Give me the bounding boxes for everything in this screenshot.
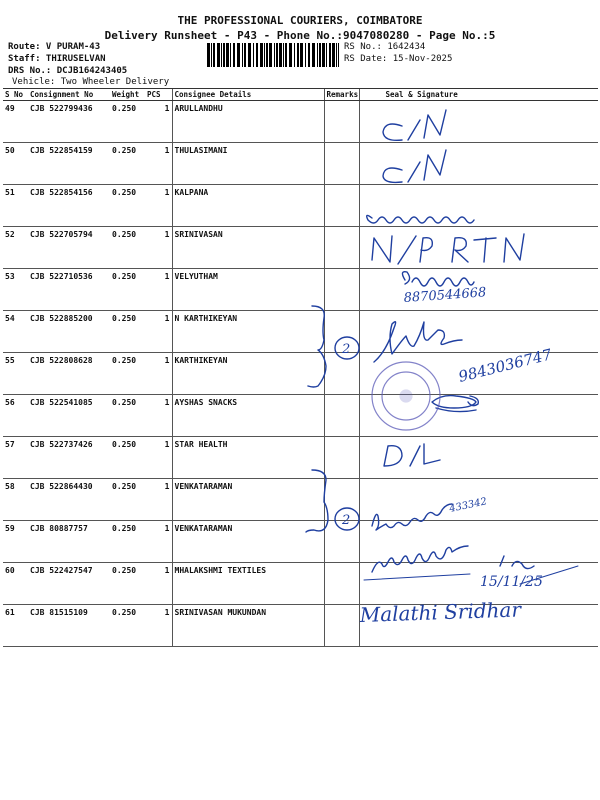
cell-seal-signature <box>359 605 598 647</box>
cell-weight: 0.250 <box>110 269 145 311</box>
cell-sno: 50 <box>3 143 28 185</box>
table-row <box>3 353 598 395</box>
barcode-bar <box>244 43 246 67</box>
cell-sno: 51 <box>3 185 28 227</box>
cell-weight: 0.250 <box>110 395 145 437</box>
cell-sno: 54 <box>3 311 28 353</box>
barcode-bar <box>230 43 231 67</box>
barcode-bar <box>260 43 263 67</box>
cell-consignment-no: CJB 522710536 <box>28 269 110 311</box>
col-consignee-header: Consignee Details <box>172 89 324 101</box>
barcode-bar <box>279 43 282 67</box>
cell-sno: 53 <box>3 269 28 311</box>
cell-weight: 0.250 <box>110 227 145 269</box>
cell-seal-signature <box>359 143 598 185</box>
cell-remarks <box>324 521 359 563</box>
cell-seal-signature <box>359 563 598 605</box>
cell-sno: 52 <box>3 227 28 269</box>
cell-remarks <box>324 311 359 353</box>
col-signature-header: Seal & Signature <box>359 89 598 101</box>
col-sno-header: S No <box>3 89 28 101</box>
page-subtitle: Delivery Runsheet - P43 - Phone No.:9047080280 - Page No.:5 <box>104 29 496 42</box>
cell-sno: 55 <box>3 353 28 395</box>
barcode-bar <box>336 43 337 67</box>
col-consignment-header: Consignment No <box>28 89 110 101</box>
cell-consignee: THULASIMANI <box>172 143 324 185</box>
cell-pcs: 1 <box>145 353 172 395</box>
cell-pcs: 1 <box>145 395 172 437</box>
cell-consignment-no: CJB 522705794 <box>28 227 110 269</box>
table-row <box>3 521 598 563</box>
barcode-bar <box>332 43 335 67</box>
barcode-bar <box>221 43 222 67</box>
barcode-bar <box>269 43 272 67</box>
runsheet-table <box>3 88 598 647</box>
cell-pcs: 1 <box>145 269 172 311</box>
barcode-bar <box>317 43 318 67</box>
cell-weight: 0.250 <box>110 143 145 185</box>
table-row <box>3 101 598 143</box>
barcode-bar <box>213 43 215 67</box>
table-row <box>3 227 598 269</box>
barcode-bar <box>211 43 212 67</box>
cell-remarks <box>324 353 359 395</box>
barcode-bar <box>322 43 325 67</box>
barcode-bar <box>248 43 251 67</box>
barcode-bar <box>338 43 339 67</box>
cell-consignee: N KARTHIKEYAN <box>172 311 324 353</box>
cell-sno: 57 <box>3 437 28 479</box>
table-row <box>3 185 598 227</box>
cell-seal-signature <box>359 395 598 437</box>
table-row <box>3 563 598 605</box>
cell-remarks <box>324 395 359 437</box>
cell-consignee: VENKATARAMAN <box>172 479 324 521</box>
date-r60: 15/11/25 <box>480 574 543 590</box>
cell-sno: 56 <box>3 395 28 437</box>
cell-consignment-no: CJB 522854156 <box>28 185 110 227</box>
cell-pcs: 1 <box>145 227 172 269</box>
cell-consignee: STAR HEALTH <box>172 437 324 479</box>
cell-consignment-no: CJB 80887757 <box>28 521 110 563</box>
cell-consignment-no: CJB 522808628 <box>28 353 110 395</box>
cell-sno: 60 <box>3 563 28 605</box>
cell-remarks <box>324 437 359 479</box>
cell-consignment-no: CJB 522427547 <box>28 563 110 605</box>
cell-remarks <box>324 563 359 605</box>
cell-remarks <box>324 185 359 227</box>
cell-seal-signature <box>359 521 598 563</box>
cell-consignee: AYSHAS SNACKS <box>172 395 324 437</box>
cell-weight: 0.250 <box>110 563 145 605</box>
cell-seal-signature <box>359 101 598 143</box>
cell-pcs: 1 <box>145 605 172 647</box>
cell-consignment-no: CJB 81515109 <box>28 605 110 647</box>
barcode-bar <box>297 43 299 67</box>
table-row <box>3 269 598 311</box>
cell-sno: 58 <box>3 479 28 521</box>
cell-seal-signature <box>359 437 598 479</box>
cell-remarks <box>324 101 359 143</box>
barcode <box>207 43 339 67</box>
route-info: Route: V PURAM-43 <box>8 42 101 52</box>
barcode-bar <box>256 43 258 67</box>
cell-pcs: 1 <box>145 437 172 479</box>
table-row <box>3 437 598 479</box>
table-row <box>3 143 598 185</box>
cell-pcs: 1 <box>145 143 172 185</box>
cell-consignment-no: CJB 522541085 <box>28 395 110 437</box>
table-row <box>3 395 598 437</box>
barcode-bar <box>308 43 310 67</box>
rs-date: RS Date: 15-Nov-2025 <box>344 54 453 64</box>
rs-number: RS No.: 1642434 <box>344 42 426 52</box>
cell-remarks <box>324 605 359 647</box>
barcode-bar <box>326 43 327 67</box>
barcode-bar <box>285 43 287 67</box>
barcode-bar <box>312 43 315 67</box>
cell-pcs: 1 <box>145 521 172 563</box>
cell-sno: 49 <box>3 101 28 143</box>
barcode-bar <box>283 43 284 67</box>
cell-consignee: VELYUTHAM <box>172 269 324 311</box>
vehicle-info: Vehicle: Two Wheeler Delivery <box>12 77 170 87</box>
cell-seal-signature <box>359 479 598 521</box>
barcode-bar <box>233 43 235 67</box>
cell-seal-signature <box>359 185 598 227</box>
cell-weight: 0.250 <box>110 521 145 563</box>
name-r61: Malathi Sridhar <box>359 597 522 627</box>
phone-r55: 9843036747 <box>456 345 554 386</box>
cell-weight: 0.250 <box>110 353 145 395</box>
barcode-bar <box>329 43 331 67</box>
barcode-bar <box>223 43 225 67</box>
cell-seal-signature <box>359 269 598 311</box>
barcode-bar <box>217 43 220 67</box>
cell-consignment-no: CJB 522864430 <box>28 479 110 521</box>
barcode-bar <box>242 43 243 67</box>
cell-consignee: SRINIVASAN MUKUNDAN <box>172 605 324 647</box>
table-header-row <box>3 89 598 101</box>
cell-seal-signature <box>359 227 598 269</box>
cell-seal-signature <box>359 353 598 395</box>
barcode-bar <box>264 43 265 67</box>
barcode-bar <box>319 43 321 67</box>
cell-pcs: 1 <box>145 563 172 605</box>
cell-weight: 0.250 <box>110 605 145 647</box>
cell-remarks <box>324 269 359 311</box>
cell-pcs: 1 <box>145 185 172 227</box>
cell-weight: 0.250 <box>110 101 145 143</box>
barcode-bar <box>253 43 254 67</box>
cell-weight: 0.250 <box>110 311 145 353</box>
cell-consignee: MHALAKSHMI TEXTILES <box>172 563 324 605</box>
cell-consignee: VENKATARAMAN <box>172 521 324 563</box>
col-pcs-header: PCS <box>145 89 172 101</box>
cell-consignee: KARTHIKEYAN <box>172 353 324 395</box>
number-r59: 433342 <box>448 496 488 515</box>
barcode-bar <box>276 43 278 67</box>
col-remarks-header: Remarks <box>324 89 359 101</box>
barcode-bar <box>266 43 268 67</box>
remark-number-1: 2 <box>342 342 351 357</box>
cell-weight: 0.250 <box>110 479 145 521</box>
table-row <box>3 605 598 647</box>
drs-info: DRS No.: DCJB164243405 <box>8 66 128 76</box>
cell-weight: 0.250 <box>110 437 145 479</box>
cell-consignee: ARULLANDHU <box>172 101 324 143</box>
cell-remarks <box>324 227 359 269</box>
table-row <box>3 311 598 353</box>
barcode-bar <box>300 43 303 67</box>
cell-seal-signature <box>359 311 598 353</box>
cell-weight: 0.250 <box>110 185 145 227</box>
cell-remarks <box>324 143 359 185</box>
cell-consignment-no: CJB 522737426 <box>28 437 110 479</box>
cell-pcs: 1 <box>145 479 172 521</box>
barcode-bar <box>289 43 292 67</box>
cell-pcs: 1 <box>145 101 172 143</box>
cell-remarks <box>324 479 359 521</box>
col-weight-header: Weight <box>110 89 145 101</box>
page-title: THE PROFESSIONAL COURIERS, COIMBATORE <box>177 14 423 27</box>
barcode-bar <box>274 43 275 67</box>
cell-consignee: KALPANA <box>172 185 324 227</box>
cell-consignee: SRINIVASAN <box>172 227 324 269</box>
cell-sno: 61 <box>3 605 28 647</box>
staff-info: Staff: THIRUSELVAN <box>8 54 106 64</box>
barcode-bar <box>294 43 295 67</box>
cell-pcs: 1 <box>145 311 172 353</box>
cell-sno: 59 <box>3 521 28 563</box>
remark-number-2: 2 <box>342 513 351 528</box>
barcode-bar <box>207 43 210 67</box>
barcode-bar <box>226 43 229 67</box>
table-row <box>3 479 598 521</box>
cell-consignment-no: CJB 522885200 <box>28 311 110 353</box>
phone-r53: 8870544668 <box>403 285 487 306</box>
barcode-bar <box>305 43 306 67</box>
barcode-bar <box>237 43 240 67</box>
cell-consignment-no: CJB 522799436 <box>28 101 110 143</box>
cell-consignment-no: CJB 522854159 <box>28 143 110 185</box>
